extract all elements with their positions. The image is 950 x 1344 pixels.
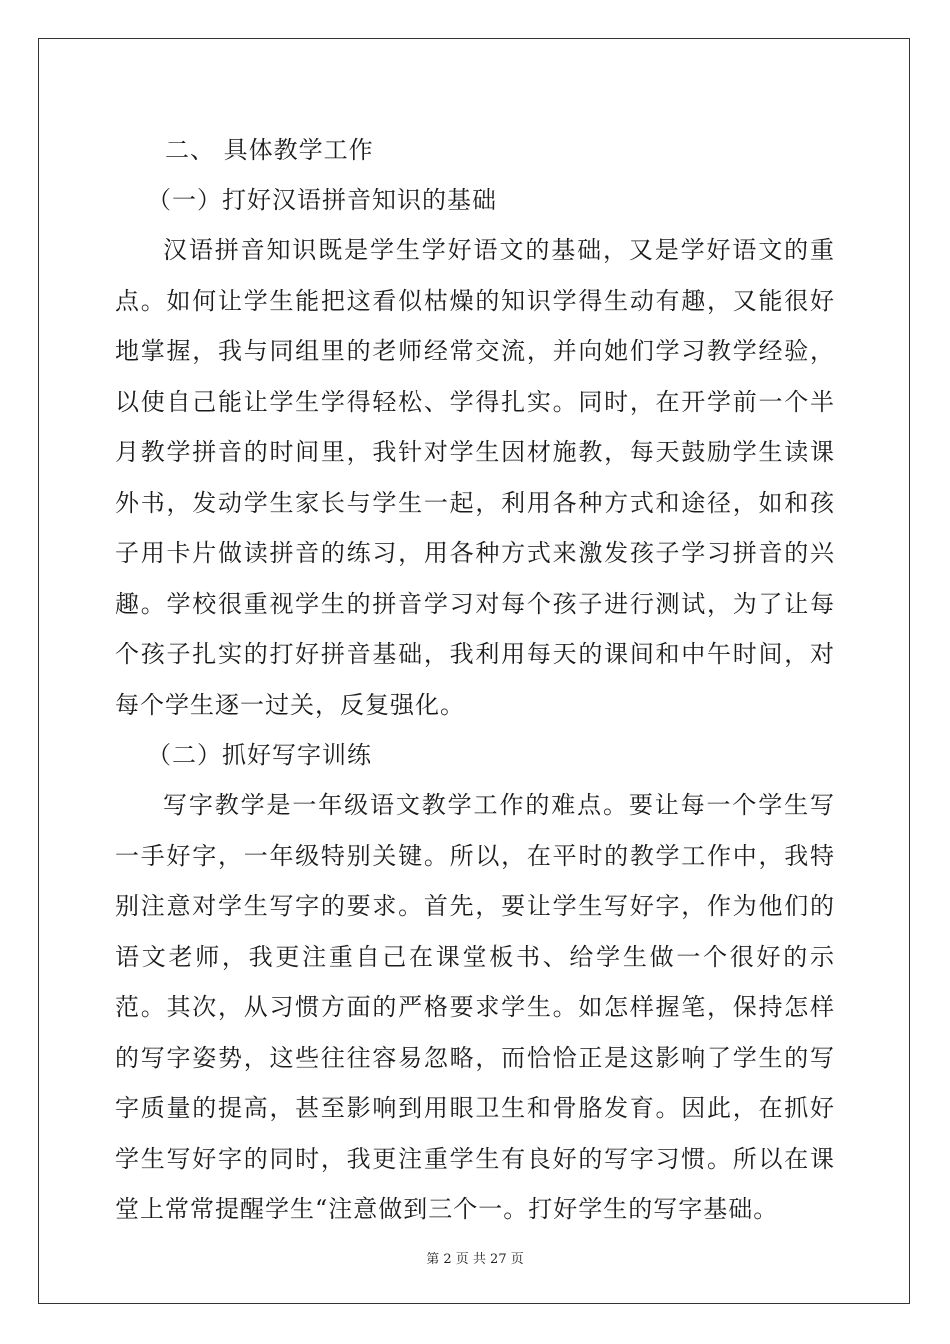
paragraph-writing: 写字教学是一年级语文教学工作的难点。要让每一个学生写一手好字，一年级特别关键。所以，在平时的教学工作中，我特别注意对学生写字的要求。首先，要让学生写好字，作为他们的语文老师，我更注重自己在课堂板书、给学生做一个很好的示范。其次，从习惯方面的严格要求学生。如怎样握笔，保持怎样的写字姿势，这些往往容易忽略，而恰恰正是这影响了学生的写字质量的提高，甚至影响到用眼卫生和骨胳发育。因此，在抓好学生写好字的同时，我更注重学生有良好的写字习惯。所以在课堂上常常提醒学生“注意做到三个一。打好学生的写字基础。 (115, 791, 835, 1223)
paragraph-pinyin: 汉语拼音知识既是学生学好语文的基础，又是学好语文的重点。如何让学生能把这看似枯燥的知识学得生动有趣，又能很好地掌握，我与同组里的老师经常交流，并向她们学习教学经验，以使自己能让学生学得轻松、学得扎实。同时，在开学前一个半月教学拼音的时间里，我针对学生因材施教，每天鼓励学生读课外书，发动学生家长与学生一起，利用各种方式和途径，如和孩子用卡片做读拼音的练习，用各种方式来激发孩子学习拼音的兴趣。学校很重视学生的拼音学习对每个孩子进行测试，为了让每个孩子扎实的打好拼音基础，我利用每天的课间和中午时间，对每个学生逐一过关，反复强化。 (115, 236, 835, 719)
document-body (115, 125, 835, 1235)
subsection-title-pinyin: （一）打好汉语拼音知识的基础 (147, 186, 497, 214)
subsection-title-writing: （二）抓好写字训练 (147, 741, 372, 769)
page-footer: 第 2 页 共 27 页 (426, 1252, 524, 1267)
section-title: 二、 具体教学工作 (165, 136, 374, 164)
